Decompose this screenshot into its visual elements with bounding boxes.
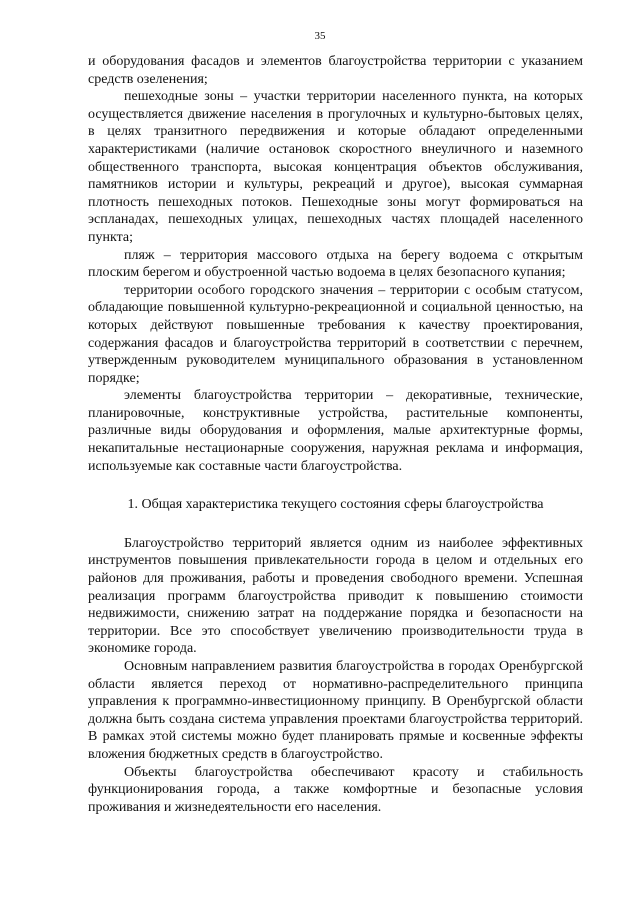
paragraph-improvement-elements: элементы благоустройства территории – декоративные, технические, планировочные, конструктивные устройства, растительные компоненты, различные виды оборудования и оформления, малые архитектурные формы, некапитальные нестационарные сооружения, наружная реклама и информация, используемые как составные части благоустройства. bbox=[88, 388, 583, 474]
paragraph-facades-continuation: и оборудования фасадов и элементов благоустройства территории с указанием средств озеленения; bbox=[88, 54, 583, 87]
page-number: 35 bbox=[314, 30, 326, 42]
paragraph-special-territories: территории особого городского значения – территории с особым статусом, обладающие повышенной культурно-рекреационной и социальной ценностью, на которых действуют повышенные требования к качеству проектирования, содержания фасадов и благоустройства территорий в соответствии с перечнем, утвержденным руководителем муниципального образования в установленном порядке; bbox=[88, 282, 583, 386]
paragraph-pedestrian-zones: пешеходные зоны – участки территории населенного пункта, на которых осуществляется движение населения в прогулочных и культурно-бытовых целях, в целях транзитного передвижения и которые обладают определенными характеристиками (наличие остановок скоростного внеуличного и наземного общественного транспорта, высокая концентрация объектов обслуживания, памятников истории и культуры, рекреаций и другое), высокая суммарная плотность пешеходных потоков. Пешеходные зоны могут формироваться на эспланадах, пешеходных улицах, пешеходных частях площадей населенного пункта; bbox=[88, 89, 583, 245]
paragraph-improvement-tools: Благоустройство территорий является одним из наиболее эффективных инструментов повышения привлекательности города в целом и отдельных его районов для проживания, работы и проведения свободного времени. Успешная реализация программ благоустройства приводит к повышению стоимости недвижимости, снижению затрат на поддержание порядка и безопасности на территории. Все это способствует увеличению производительности труда в экономике города. bbox=[88, 535, 583, 657]
paragraph-development-direction: Основным направлением развития благоустройства в городах Оренбургской области является переход от нормативно-распределительного принципа управления к программно-инвестиционному принципу. В Оренбургской области должна быть создана система управления проектами благоустройства территорий. В рамках этой системы можно будет планировать прямые и косвенные эффекты вложения бюджетных средств в благоустройство. bbox=[88, 659, 583, 762]
paragraph-beach: пляж – территория массового отдыха на берегу водоема с открытым плоским берегом и обустроенной частью водоема в целях безопасного купания; bbox=[88, 247, 583, 281]
section-heading: 1. Общая характеристика текущего состояния сферы благоустройства bbox=[127, 497, 544, 513]
document-body bbox=[88, 53, 583, 816]
paragraph-objects-of-improvement: Объекты благоустройства обеспечивают красоту и стабильность функционирования города, а также комфортные и безопасные условия проживания и жизнедеятельности его населения. bbox=[88, 764, 583, 815]
